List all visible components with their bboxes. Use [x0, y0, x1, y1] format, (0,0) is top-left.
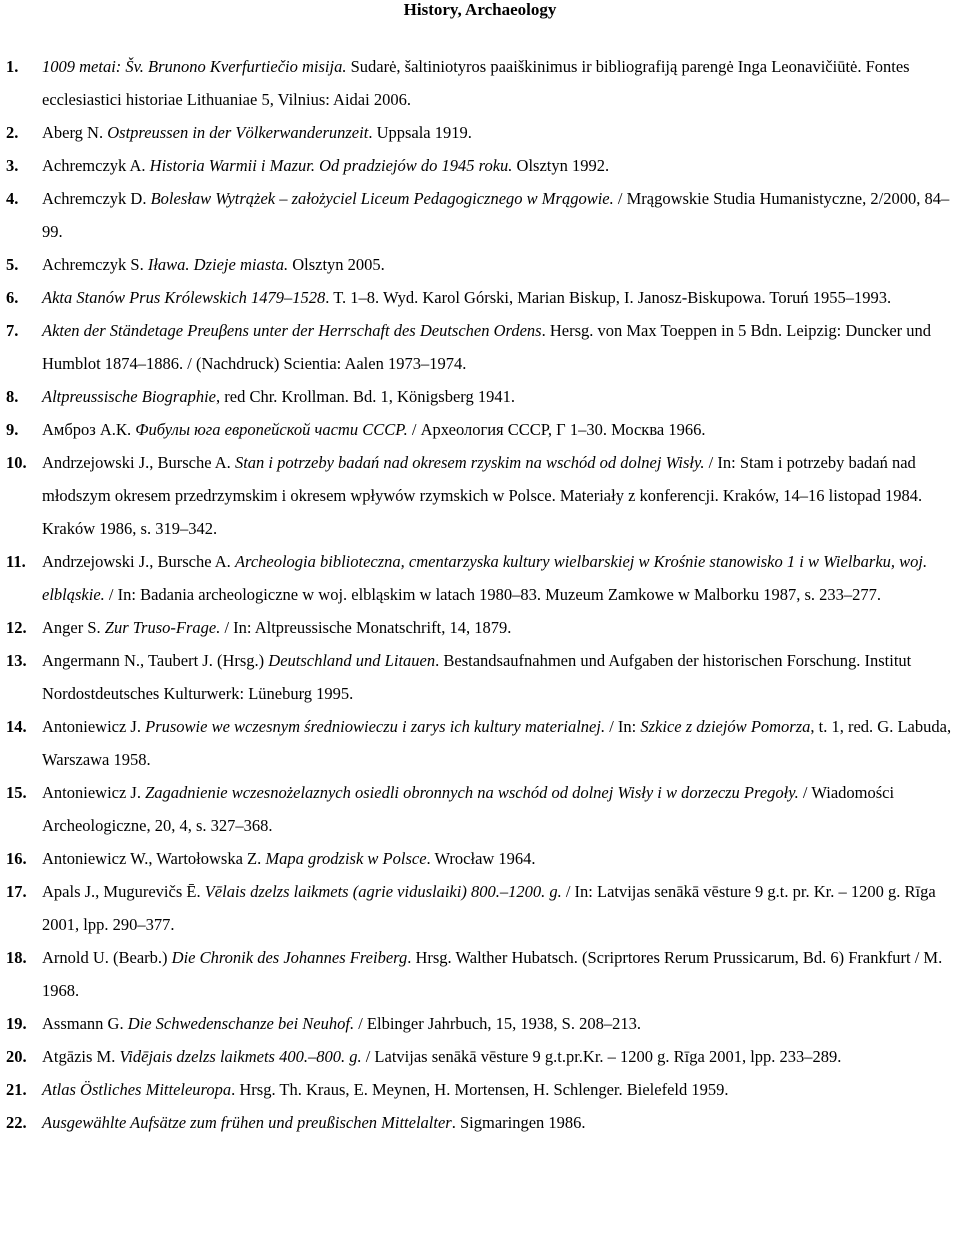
bibliography-entry	[0, 314, 960, 380]
bibliography-list	[0, 50, 960, 1139]
entry-title-italic: Atlas Östliches Mitteleuropa	[42, 1080, 232, 1099]
entry-text: . Hrsg. Th. Kraus, E. Meynen, H. Mortensen, H. Schlenger. Bielefeld 1959.	[231, 1080, 729, 1099]
entry-text: Olsztyn 1992.	[512, 156, 610, 175]
entry-title-italic: Mapa grodzisk w Polsce	[265, 849, 427, 868]
entry-title-italic: Zur Truso-Frage.	[104, 618, 221, 637]
page-title: History, Archaeology	[403, 0, 557, 19]
entry-text: Arnold U. (Bearb.)	[42, 948, 172, 967]
entry-title-italic: Prusowie we wczesnym średniowieczu i zarys ich kultury materialnej.	[145, 717, 606, 736]
entry-text: . Hrsg. Walther Hubatsch. (Scriprtores Rerum Prussicarum, Bd. 6) Frankfurt / M. 1968.	[42, 948, 943, 1000]
entry-title-italic: Vidējais dzelzs laikmets 400.–800. g.	[119, 1047, 362, 1066]
entry-text: / Mrągowskie Studia Humanistyczne, 2/2000, 84–99.	[42, 189, 950, 241]
entry-text: Achremczyk S.	[42, 255, 148, 274]
bibliography-entry	[0, 50, 960, 116]
entry-title-italic: 1009 metai: Šv. Brunono Kverfurtiečio misija.	[42, 57, 347, 76]
entry-text: Assmann G.	[42, 1014, 128, 1033]
entry-title-italic: Vēlais dzelzs laikmets (agrie viduslaiki) 800.–1200. g.	[204, 882, 562, 901]
entry-number: 16.	[6, 849, 27, 868]
bibliography-entry	[0, 281, 960, 314]
bibliography-entry	[0, 941, 960, 1007]
bibliography-entry	[0, 1007, 960, 1040]
entry-text: Achremczyk D.	[42, 189, 151, 208]
bibliography-entry	[0, 611, 960, 644]
entry-text: / In:	[605, 717, 641, 736]
entry-text: / In: Latvijas senākā vēsture 9 g.t. pr. Kr. – 1200 g. Rīga 2001, lpp. 290–377.	[42, 882, 936, 934]
entry-title-italic: Archeologia biblioteczna, cmentarzyska kultury wielbarskiej w Krośnie stanowisko 1 i w Wielbarku, woj. elbląskie.	[42, 552, 928, 604]
bibliography-entry	[0, 1073, 960, 1106]
bibliography-entry	[0, 875, 960, 941]
entry-number: 15.	[6, 783, 27, 802]
entry-text: Амброз А.К.	[42, 420, 136, 439]
entry-text: . Uppsala 1919.	[368, 123, 472, 142]
bibliography-entry	[0, 248, 960, 281]
entry-text: . Hersg. von Max Toeppen in 5 Bdn. Leipzig: Duncker und Humblot 1874–1886. / (Nachdruck) Scientia: Aalen 1973–1974.	[42, 321, 932, 373]
bibliography-entry	[0, 182, 960, 248]
entry-text: Apals J., Mugurevičs Ē.	[42, 882, 205, 901]
entry-text: . T. 1–8. Wyd. Karol Górski, Marian Biskup, I. Janosz-Biskupowa. Toruń 1955–1993.	[325, 288, 892, 307]
entry-text: Angermann N., Taubert J. (Hrsg.)	[42, 651, 269, 670]
entry-number: 18.	[6, 948, 27, 967]
entry-title-italic: Deutschland und Litauen	[268, 651, 436, 670]
entry-text: , red Chr. Krollman. Bd. 1, Königsberg 1941.	[216, 387, 515, 406]
entry-title-italic: Stan i potrzeby badań nad okresem rzyskim na wschód od dolnej Wisły.	[234, 453, 705, 472]
bibliography-entry	[0, 1040, 960, 1073]
entry-text: / In: Altpreussische Monatschrift, 14, 1879.	[220, 618, 512, 637]
entry-number: 3.	[6, 156, 19, 175]
bibliography-entry	[0, 710, 960, 776]
entry-title-italic: Akten der Ständetage Preuβens unter der Herrschaft des Deutschen Ordens	[42, 321, 542, 340]
entry-number: 8.	[6, 387, 19, 406]
entry-text: Antoniewicz J.	[42, 783, 146, 802]
entry-number: 10.	[6, 453, 27, 472]
entry-text: Sudarė, šaltiniotyros paaiškinimus ir bibliografiją parengė Inga Leonavičiūtė. Fontes ecclesiastici historiae Lithuaniae 5, Vilnius: Aidai 2006.	[42, 57, 910, 109]
entry-text: Aberg N.	[42, 123, 108, 142]
entry-number: 1.	[6, 57, 19, 76]
entry-number: 14.	[6, 717, 27, 736]
bibliography-entry	[0, 149, 960, 182]
entry-text: Anger S.	[42, 618, 105, 637]
entry-title-italic: Die Schwedenschanze bei Neuhof.	[127, 1014, 355, 1033]
entry-number: 19.	[6, 1014, 27, 1033]
entry-text: Olsztyn 2005.	[288, 255, 385, 274]
entry-text: . Bestandsaufnahmen und Aufgaben der historischen Forschung. Institut Nordostdeutsches Kulturwerk: Lüneburg 1995.	[42, 651, 912, 703]
entry-text: / Elbinger Jahrbuch, 15, 1938, S. 208–213.	[354, 1014, 641, 1033]
entry-text: Achremczyk A.	[42, 156, 150, 175]
entry-text: Andrzejowski J., Bursche A.	[42, 552, 235, 571]
entry-text: / Latvijas senākā vēsture 9 g.t.pr.Kr. – 1200 g. Rīga 2001, lpp. 233–289.	[361, 1047, 842, 1066]
entry-number: 9.	[6, 420, 19, 439]
entry-number: 20.	[6, 1047, 27, 1066]
entry-title-italic: Historia Warmii i Mazur. Od pradziejów do 1945 roku.	[149, 156, 513, 175]
entry-number: 13.	[6, 651, 27, 670]
bibliography-entry	[0, 842, 960, 875]
entry-number: 11.	[6, 552, 26, 571]
entry-text: Antoniewicz W., Wartołowska Z.	[42, 849, 266, 868]
entry-title-italic: Zagadnienie wczesnożelaznych osiedli obronnych na wschód od dolnej Wisły i w dorzeczu Pregoły.	[145, 783, 799, 802]
entry-number: 17.	[6, 882, 27, 901]
bibliography-entry	[0, 446, 960, 545]
bibliography-entry	[0, 413, 960, 446]
entry-text: . Sigmaringen 1986.	[451, 1113, 586, 1132]
bibliography-entry	[0, 1106, 960, 1139]
entry-number: 5.	[6, 255, 19, 274]
entry-number: 7.	[6, 321, 19, 340]
entry-title-italic: Фибулы юга европейской части СССР.	[135, 420, 408, 439]
entry-text: . Wrocław 1964.	[426, 849, 536, 868]
entry-text: / In: Badania archeologiczne w woj. elbląskim w latach 1980–83. Muzeum Zamkowe w Malborku 1987, s. 233–277.	[104, 585, 882, 604]
entry-number: 2.	[6, 123, 19, 142]
entry-text: / Археология СССР, Г 1–30. Москва 1966.	[407, 420, 706, 439]
entry-title-italic: Ostpreussen in der Völkerwanderunzeit	[107, 123, 369, 142]
bibliography-entry	[0, 380, 960, 413]
entry-number: 12.	[6, 618, 27, 637]
entry-title-italic: Szkice z dziejów Pomorza	[640, 717, 811, 736]
entry-title-italic: Iława. Dzieje miasta.	[147, 255, 289, 274]
entry-text: / In: Stam i potrzeby badań nad młodszym okresem przedrzymskim i okresem wpływów rzymskich w Polsce. Materiały z konferencji. Kraków, 14–16 listopad 1984. Kraków 1986, s. 319–342.	[42, 453, 923, 538]
entry-number: 21.	[6, 1080, 27, 1099]
entry-title-italic: Ausgewählte Aufsätze zum frühen und preußischen Mittelalter	[42, 1113, 452, 1132]
entry-title-italic: Altpreussische Biographie	[42, 387, 216, 406]
bibliography-entry	[0, 116, 960, 149]
entry-text: Atgāzis M.	[42, 1047, 120, 1066]
entry-number: 22.	[6, 1113, 27, 1132]
entry-number: 6.	[6, 288, 19, 307]
entry-title-italic: Die Chronik des Johannes Freiberg	[171, 948, 408, 967]
bibliography-entry	[0, 644, 960, 710]
bibliography-entry	[0, 776, 960, 842]
entry-text: / Wiadomości Archeologiczne, 20, 4, s. 327–368.	[42, 783, 895, 835]
entry-title-italic: Akta Stanów Prus Królewskich 1479–1528	[42, 288, 326, 307]
entry-text: Andrzejowski J., Bursche A.	[42, 453, 235, 472]
entry-text: Antoniewicz J.	[42, 717, 146, 736]
bibliography-entry	[0, 545, 960, 611]
entry-title-italic: Bolesław Wytrążek – założyciel Liceum Pedagogicznego w Mrągowie.	[150, 189, 614, 208]
entry-number: 4.	[6, 189, 19, 208]
entry-text: , t. 1, red. G. Labuda, Warszawa 1958.	[42, 717, 952, 769]
